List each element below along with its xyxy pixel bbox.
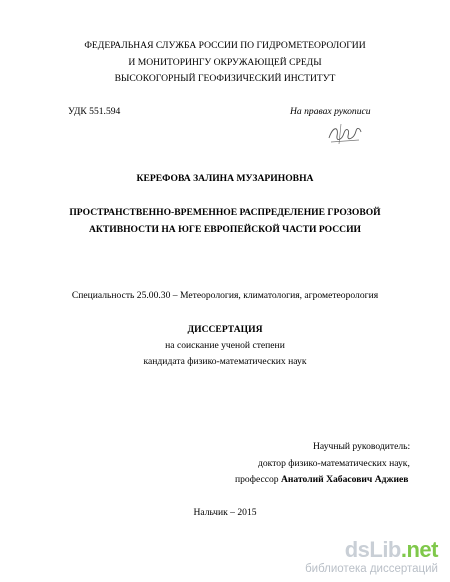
- supervisor-name: Анатолий Хабасович Аджиев: [280, 474, 409, 485]
- header-line-3: ВЫСОКОГОРНЫЙ ГЕОФИЗИЧЕСКИЙ ИНСТИТУТ: [114, 73, 336, 84]
- author-name: КЕРЕФОВА ЗАЛИНА МУЗАРИНОВНА: [136, 173, 314, 184]
- supervisor-rank: профессор: [235, 474, 279, 485]
- header-line-1: ФЕДЕРАЛЬНАЯ СЛУЖБА РОССИИ ПО ГИДРОМЕТЕОРОЛОГИИ: [84, 40, 366, 51]
- dslib-watermark: [305, 538, 438, 576]
- dissertation-heading: ДИССЕРТАЦИЯ: [187, 324, 263, 335]
- watermark-logo-accent: .net: [400, 537, 438, 562]
- watermark-logo-main: dsLib: [344, 537, 401, 562]
- degree-line-1: на соискание ученой степени: [165, 340, 285, 351]
- degree-line-2: кандидата физико-математических наук: [143, 356, 307, 367]
- title-line-2: АКТИВНОСТИ НА ЮГЕ ЕВРОПЕЙСКОЙ ЧАСТИ РОССИИ: [88, 224, 362, 235]
- manuscript-rights: На правах рукописи: [290, 106, 371, 117]
- supervisor-line: [235, 474, 408, 486]
- watermark-logo: [305, 538, 438, 562]
- city-year: Нальчик – 2015: [193, 507, 257, 518]
- supervisor-label: Научный руководитель:: [313, 441, 411, 452]
- supervisor-degree: доктор физико-математических наук,: [258, 458, 410, 469]
- specialty: Специальность 25.00.30 – Метеорология, климатология, агрометеорология: [71, 290, 379, 301]
- watermark-subtitle: библиотека диссертаций: [305, 563, 438, 575]
- title-line-1: ПРОСТРАНСТВЕННО-ВРЕМЕННОЕ РАСПРЕДЕЛЕНИЕ ГРОЗОВОЙ: [69, 207, 381, 218]
- udk-code: УДК 551.594: [68, 106, 121, 117]
- handwritten-signature: [325, 120, 365, 148]
- header-line-2: И МОНИТОРИНГУ ОКРУЖАЮЩЕЙ СРЕДЫ: [128, 57, 322, 68]
